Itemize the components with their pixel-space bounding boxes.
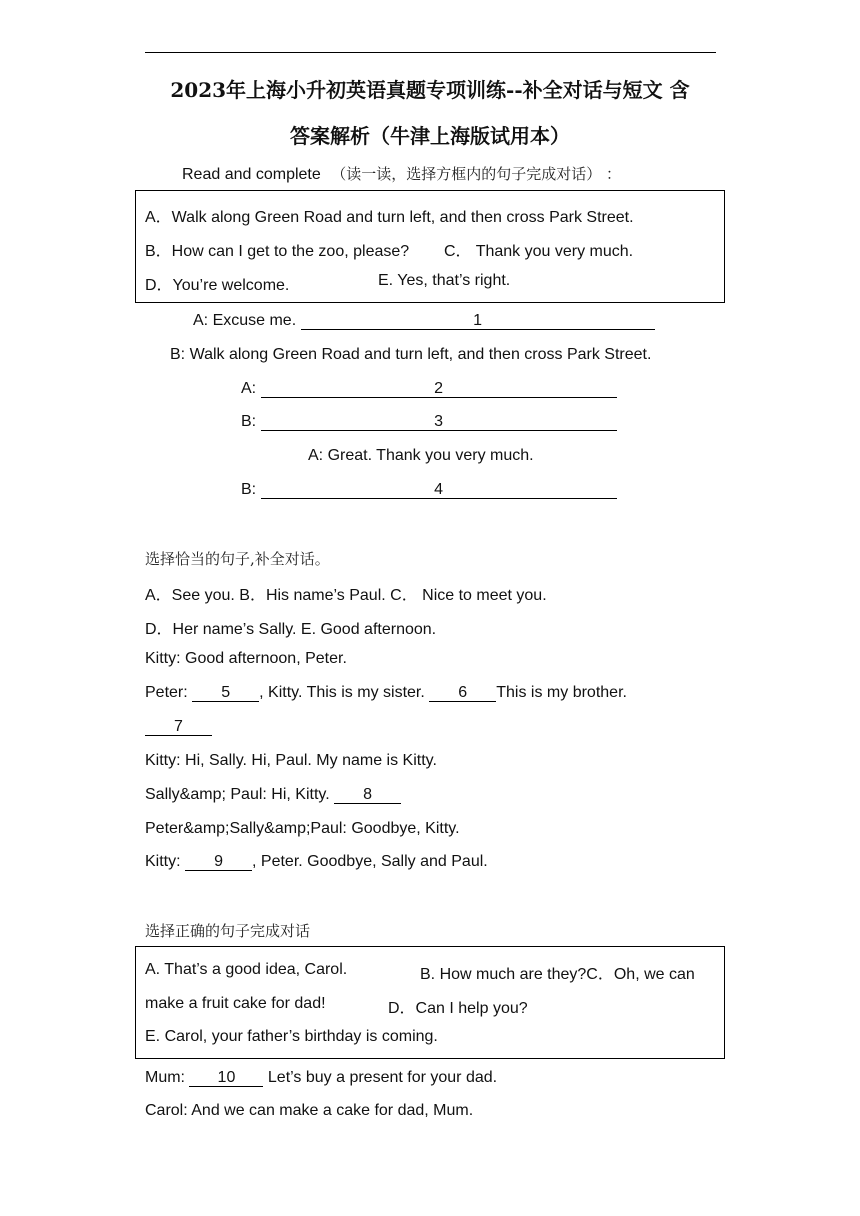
dialogue-text: , Peter. Goodbye, Sally and Paul. — [252, 853, 488, 870]
dialogue-text: Sally&amp; Paul: Hi, Kitty. — [145, 786, 335, 803]
answer-blank-10[interactable]: 10 — [189, 1069, 263, 1087]
dialogue-peter — [145, 684, 627, 702]
section3-option-c-cont: make a fruit cake for dad! — [145, 995, 326, 1012]
dialogue-mum — [145, 1069, 497, 1087]
dialogue-line-4 — [241, 413, 617, 431]
section1-intro — [182, 163, 621, 184]
option-e: E. Yes, that’s right. — [378, 272, 511, 289]
speaker-text: Mum: — [145, 1069, 190, 1086]
answer-blank-2[interactable]: 2 — [261, 380, 617, 398]
page-title-line1: 2023年上海小升初英语真题专项训练--补全对话与短文 含 — [170, 78, 690, 102]
answer-blank-3[interactable]: 3 — [261, 413, 617, 431]
section3-option-b-c: B. How much are they?C．Oh, we can — [420, 966, 695, 983]
dialogue-line-3 — [241, 380, 617, 398]
section3-option-d: D．Can I help you? — [388, 1000, 528, 1017]
dialogue-line-1 — [193, 312, 655, 330]
dialogue-text: Let’s buy a present for your dad. — [263, 1069, 498, 1086]
section2-options-line2: D．Her name’s Sally. E. Good afternoon. — [145, 621, 437, 638]
section1-intro-cn: （读一读，选择方框内的句子完成对话） ： — [331, 165, 621, 183]
dialogue-speaker: A: — [241, 380, 257, 397]
dialogue-blank-7-line — [145, 718, 212, 736]
header-rule — [145, 52, 716, 53]
dialogue-kitty-2: Kitty: Hi, Sally. Hi, Paul. My name is Kitty. — [145, 752, 437, 769]
dialogue-all: Peter&amp;Sally&amp;Paul: Goodbye, Kitty. — [145, 820, 460, 837]
dialogue-line-2: B: Walk along Green Road and turn left, and then cross Park Street. — [170, 346, 652, 363]
dialogue-line-6 — [241, 481, 617, 499]
speaker-text: Kitty: — [145, 853, 186, 870]
dialogue-speaker: A: Excuse me. — [193, 312, 297, 329]
answer-blank-5[interactable]: 5 — [192, 684, 259, 702]
option-d: D．You’re welcome. — [145, 277, 290, 294]
dialogue-line-5: A: Great. Thank you very much. — [308, 447, 534, 464]
section3-option-e: E. Carol, your father’s birthday is coming. — [145, 1028, 438, 1045]
dialogue-speaker: B: — [241, 481, 257, 498]
option-b: B．How can I get to the zoo, please? — [145, 243, 410, 260]
page-title-line2: 答案解析（牛津上海版试用本） — [290, 124, 570, 148]
section1-intro-en: Read and complete — [182, 166, 321, 183]
dialogue-speaker: B: — [241, 413, 257, 430]
option-c: C． Thank you very much. — [444, 243, 634, 260]
dialogue-sally-paul — [145, 786, 401, 804]
section2-heading: 选择恰当的句子,补全对话。 — [145, 550, 330, 568]
dialogue-text: , Kitty. This is my sister. — [259, 684, 430, 701]
section3-heading: 选择正确的句子完成对话 — [145, 922, 311, 940]
section3-option-a: A. That’s a good idea, Carol. — [145, 961, 348, 978]
answer-blank-9[interactable]: 9 — [185, 853, 252, 871]
dialogue-kitty-3 — [145, 853, 488, 871]
answer-blank-4[interactable]: 4 — [261, 481, 617, 499]
option-a: A．Walk along Green Road and turn left, and then cross Park Street. — [145, 209, 634, 226]
answer-blank-7[interactable]: 7 — [145, 718, 212, 736]
dialogue-text: This is my brother. — [496, 684, 627, 701]
dialogue-carol: Carol: And we can make a cake for dad, Mum. — [145, 1102, 474, 1119]
dialogue-kitty-1: Kitty: Good afternoon, Peter. — [145, 650, 347, 667]
answer-blank-8[interactable]: 8 — [334, 786, 401, 804]
answer-blank-6[interactable]: 6 — [429, 684, 496, 702]
section2-options-line1: A．See you. B．His name’s Paul. C． Nice to meet you. — [145, 587, 547, 604]
answer-blank-1[interactable]: 1 — [301, 312, 655, 330]
speaker-text: Peter: — [145, 684, 193, 701]
